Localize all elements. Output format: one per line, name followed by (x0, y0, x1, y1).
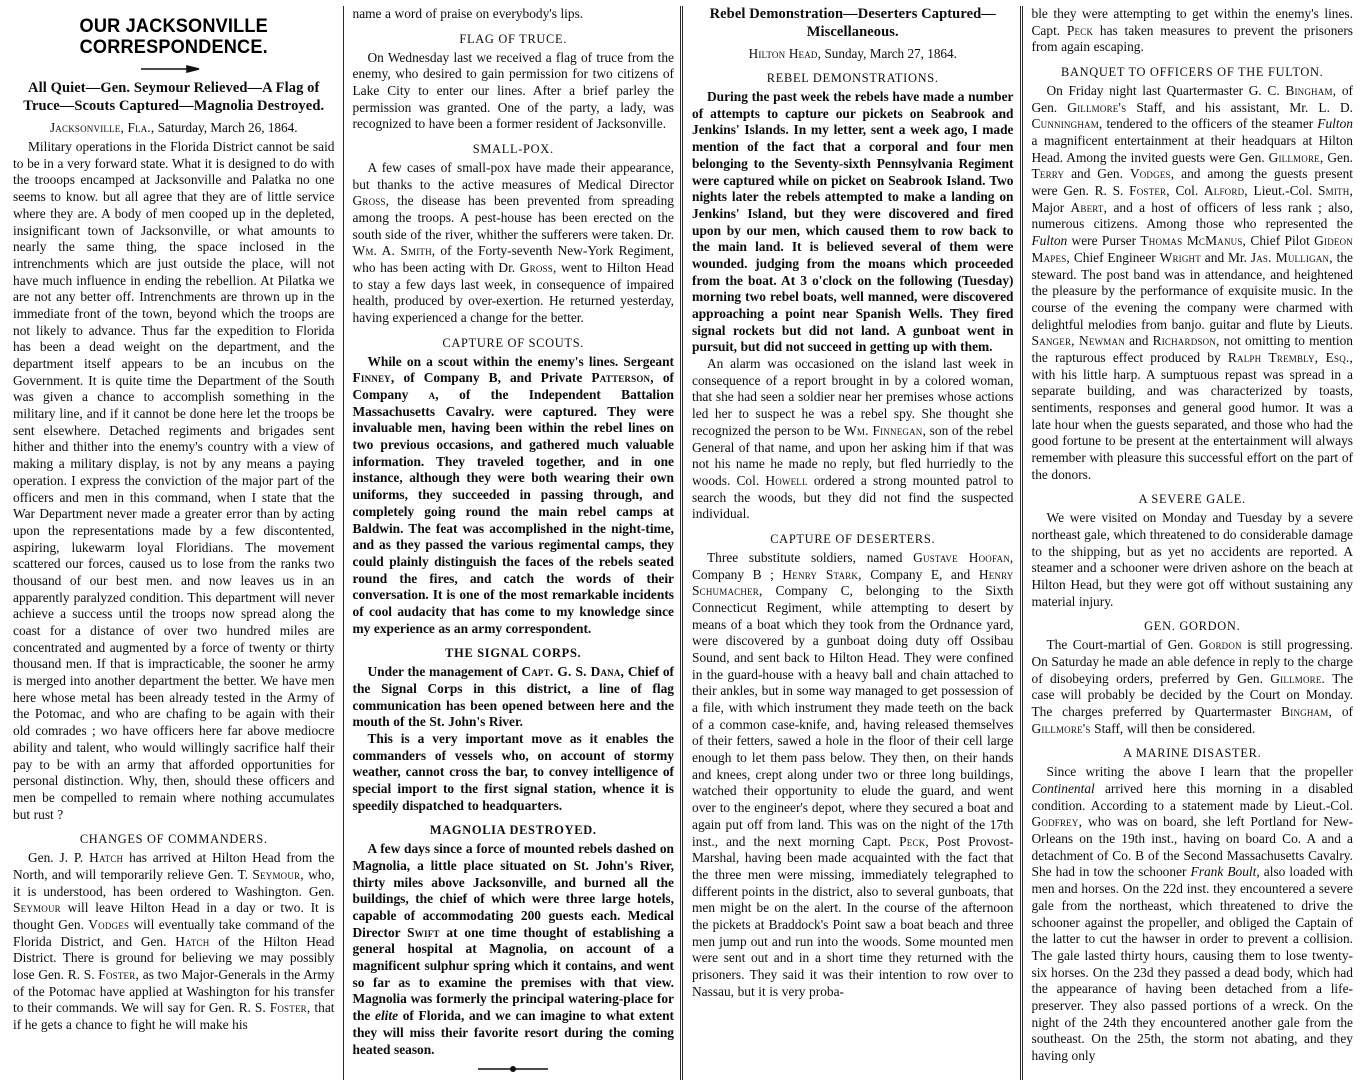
body-paragraph (353, 354, 675, 638)
body-paragraph: During the past week the rebels have made a number of attempts to capture our pickets on Seabrook and Jenkins' Islands. In my letter, sent a week ago, I made mention of the fact that a corporal and four men belonging to the Seventy-sixth Pennsylvania Regiment were captured while on picket on Seabrook Island. Two nights later the rebels attempted to make a landing on Jenkins' Island, but they were discovered and fired upon by our men, which caused them to row back to the main land. It is believed several of them were wounded. judging from the moans which proceeded from the boat. At 3 o'clock on the following (Tuesday) morning two rebel boats, well manned, were discovered approaching a point near Spanish Wells. They fired signal rockets but did not land. A gunboat went in pursuit, but did not succeed in getting up with them. (692, 89, 1014, 355)
body-paragraph (1032, 764, 1354, 1064)
section-head-small-pox: SMALL-POX. (472, 142, 554, 156)
dateline (692, 46, 1014, 62)
body-paragraph (692, 550, 1014, 1001)
page-title: OUR JACKSONVILLE CORRESPONDENCE. (79, 15, 268, 59)
body-paragraph (353, 160, 675, 327)
text-run: Company C, belonging to the Sixth Connecticut Regiment, while attempting to desert by means of a boat which they took from the Ordnance yard, were discovered by a gunboat doing duty off Ossibau Sound, and sent back to Hilton Head. They were confined in the guard-house with a heavy ball and chain attached to their ankles, but in some way managed to get possession of a file, with which instrument they made teeth on the back of a common case-knife, and, having released themselves of their fetters, sawed a hole in the floor of their cell large enough to let them pass below. They then, on their hands and knees, crept along under two or three long buildings, watched their opportunity to elude the guard, and went over to the engineer's depot, where they secured a boat and again put off from land. This was on the night of the 17th inst., and the next morning Capt. (692, 583, 1014, 849)
newspaper-column-4 (1023, 6, 1363, 1080)
body-paragraph (692, 356, 1014, 523)
body-paragraph: On Wednesday last we received a flag of truce from the enemy, who desired to gain permission for two citizens of Lake City to enter our lines. After a brief parley the permission was granted. One of the party, a lady, was recognized to have been a former resident of Jacksonville. (352, 49, 674, 132)
dateline-place: Jacksonville, Fla., (49, 120, 155, 136)
text-run: Company E, and (861, 566, 979, 582)
text-run: as two Major-Generals in the Army of the Potomac have applied at Washington for his transfer to their commands. We will say for Gen. R. S. (13, 966, 335, 1016)
text-run: of the Forty-seventh New-York Regiment, who has been acting with Dr. (352, 243, 675, 275)
person-name: Gross, (352, 193, 390, 209)
person-name: Godfrey, (1031, 814, 1083, 830)
text-run: has taken measures to prevent the prisoners from again escaping. (1031, 22, 1354, 55)
section-head-rebel-demonstrations: REBEL DEMONSTRATIONS. (766, 71, 939, 86)
section-head-signal-corps: THE SIGNAL CORPS. (445, 646, 582, 661)
text-run: Staff, and his assistant, Mr. L. D. (1126, 99, 1353, 115)
body-paragraph (353, 664, 675, 731)
text-run: son of the rebel General of that name, and upon her asking him if that was not his name he made no reply, but fled hurriedly to the woods. Col. (692, 422, 1014, 488)
text-run: the steward. The post band was in attendance, and heightened the pleasure by the performance of exquisite music. In the course of the evening the company were charmed with delightful melodies from banjo. guitar and flute by Lieuts. (1031, 249, 1353, 332)
section-head-flag-of-truce: FLAG OF TRUCE. (459, 31, 568, 46)
article-subhead: All Quiet—Gen. Seymour Relieved—A Flag of Truce—Scouts Captured—Magnolia Destroyed. (23, 79, 325, 114)
person-name: Henry Schumacher, (692, 566, 1014, 599)
person-name: Howell (765, 472, 808, 488)
text-run: Lieut.-Col. (1247, 183, 1318, 199)
text-run: The case will probably be decided by the Court on Monday. The charges preferred by Quartermaster (1031, 670, 1354, 720)
text-run: ordered a strong mounted patrol to search the woods, but they did not find the suspected individual. (692, 472, 1014, 522)
text-run: ble they were attempting to get within the enemy's lines. Capt. (1031, 6, 1353, 38)
text-run: with his little harp. A sumptuous repast was spread in a separate building, and was characterized by toasts, sentiments, responses and general good humor. It was a late hour when the guests separated, and those who had the good fortune to be present at the entertainment will always remember with pleasure this successful effort on the part of the donors. (1031, 366, 1353, 482)
person-name: Ralph Trembly, Esq., (1227, 349, 1353, 365)
text-run: Chief of the Signal Corps in this district, a line of flag communication has been opened between here and the mouth of the St. John's River. (352, 664, 675, 730)
person-name: Bingham, (1285, 82, 1337, 98)
person-name: Swift (407, 924, 440, 940)
person-name: Foster, (98, 966, 139, 982)
text-run: of Florida, and we can imagine to what extent they will miss their favorite resort during the coming heated season. (352, 1008, 674, 1057)
person-name: Thomas McManus, (1140, 233, 1247, 249)
text-run: of Company B, and Private (394, 370, 592, 386)
text-run: and Mr. (1200, 249, 1251, 265)
company-letter: a, (428, 387, 439, 402)
person-name: Gideon Mapes, (1031, 233, 1354, 265)
text-run: An alarm was occasioned on the island last week in consequence of a report brought in by a colored woman, that she had seen a soldier near her premises whose actions led her to suspect he was a rebel spy. She thought she recognized the person to be (692, 356, 1014, 438)
text-run: that if he gets a chance to fight he will make his (13, 1000, 335, 1033)
person-name: Peck (1066, 22, 1094, 38)
text-run: Three substitute soldiers, named (707, 549, 914, 565)
section-head-capture-of-deserters: CAPTURE OF DESERTERS. (770, 531, 936, 546)
text-run: tendered to the officers of the steamer (1102, 116, 1318, 132)
text-run: who, it is understood, has been ordered to Washington. Gen. (13, 866, 335, 899)
text-run: On Friday night last Quartermaster G. C. (1046, 82, 1286, 98)
person-name: Cunningham, (1031, 116, 1103, 132)
text-run: Major (1031, 199, 1071, 215)
text-run: will leave Hilton Head in a day or two. It is thought Gen. (13, 900, 335, 932)
text-run: arrived here this morning in a disabled condition. According to a statement made by Lieut.-Col. (1031, 781, 1353, 813)
section-head-banquet-to-officers-of-the-fulton: BANQUET TO OFFICERS OF THE FULTON. (1061, 65, 1324, 80)
dateline-date: Sunday, March 27, 1864. (821, 46, 957, 62)
text-run: and (1124, 333, 1153, 349)
text-run: the disease has been prevented from spreading among the troops. A pest-house has been erected on the south side of the river, whither the sufferers were taken. Dr. (352, 193, 674, 242)
column-divider (680, 6, 681, 1080)
text-run: A few days since a force of mounted rebels dashed on Magnolia, a little place situated on St. John's River, thirty miles above Jacksonville, and burned all the buildings, the chief of which were three large hotels, capable of accommodating 200 guests each. Medical Director (352, 841, 674, 940)
text-run: Gen. J. P. (28, 850, 90, 866)
ship-name: Frank Boult, (1190, 864, 1260, 880)
section-head-magnolia-destroyed: MAGNOLIA DESTROYED. (429, 823, 597, 838)
person-name: Smith, (1318, 183, 1353, 199)
person-name: Gillmore, (1268, 149, 1324, 165)
dateline-place: Hilton Head, (748, 46, 822, 62)
body-paragraph (1032, 6, 1354, 56)
text-run: a magnificent entertainment at their headquars at Hilton Head. Among the invited guests were Gen. (1031, 133, 1353, 165)
body-paragraph (1032, 637, 1354, 737)
person-name: Peck, (899, 833, 929, 849)
ship-name: Continental (1031, 781, 1095, 796)
person-name: Vodges (88, 916, 130, 932)
person-name: Bingham, (1281, 704, 1333, 720)
body-paragraph: This is a very important move as it enables the commanders of vessels who, on account of stormy weather, cannot cross the bar, to convey intelligence of special import to the first signal station, whence it is speedily dispatched to headquarters. (352, 730, 674, 813)
dateline (13, 120, 335, 136)
person-name: Vodges, (1129, 166, 1175, 182)
person-name: Abert, (1070, 199, 1108, 215)
person-name: Foster, (1129, 183, 1170, 199)
text-run: went to Hilton Head to stay a few days last week, in consequence of impaired health, produced by over-exertion. He returned yesterday, having experienced a change for the better. (352, 260, 674, 326)
text-run: Staff, will then be considered. (1090, 720, 1256, 736)
dateline-date: Saturday, March 26, 1864. (154, 120, 298, 136)
text-run: A few cases of small-pox have made their appearance, but thanks to the active measures of Medical Director (352, 159, 674, 192)
person-name: Hatch (89, 850, 124, 866)
text-run: has arrived at Hilton Head from the North, and will temporarily relieve Gen. T. (13, 850, 335, 882)
person-name: Finney, (352, 370, 395, 386)
text-run: of the Independent Battalion Massachusetts Cavalry. were captured. They were invaluable men, having been within the rebel lines on two previous occasions, and gathered much valuable information. They traveled together, and in one instance, although they were both wearing their own uniforms, they succeeded in passing through, and completely going round the main rebel camps at Baldwin. The feat was accomplished in the night-time, and as they passed the various regimental camps, they could plainly distinguish the faces of the rebels seated round the fires, and catch the words of their conversation. It is one of the most remarkable incidents of cool audacity that has come to my knowledge since my experience as an army correspondent. (352, 387, 674, 636)
person-name: Wm. Finnegan, (844, 422, 927, 438)
body-paragraph: Military operations in the Florida District cannot be said to be in a very forward state. What it is designed to do with the trooops encamped at Jacksonville and Palatka no one seems to know. but all agree that they are of little service where they are. A body of men cooped up in the depleted, insignificant town of Jacksonville, or what amounts to nearly the same thing, the space inclosed in the intrenchments which are just outside the place, will not have much influence in ending the rebellion. At Pilatka we are not any better off. Intrenchments are thrown up in the immediate front of the town, beyond which the troops are not likely to advance. Thus far the expedition to Florida has been a dead weight on the department, and the department itself appears to be an incubus on the Government. It is quite time the Department of the South was given a chance to accomplish something in the military line, and if it cannot be done here let the troops be sent elsewhere. Detached regiments and brigades sent hither and thither into the enemy's country with a view of making a military display, is not by any means a paying operation. I express the conviction of the major part of the officers and men in this command, when I state that the War Department never made a greater error than by acting upon the representations made by a few discontented, aspiring, lukewarm loyal Floridians. The movement scattered our forces, caused us to lose from the ranks two thousand of our best men. and now leaves us in an apparently paralyzed condition. This department will never achieve a success until the troops now spread along the coast for a distance of over two hundred miles are concentrated and augmented by a force of twenty or thirty thousand men. If that is impracticable, the sooner he army is merged into another department the better. We have men here whose metal has been already tested in the Army of the Potomac, and who are chafing to be again with their old comrades ; wo have officers here far above mediocre ability and talent, who would willingly sacrifice half their pay to be with an army that afforded opportunities for personal distinction. Why, then, should these officers and men be compelled to remain where nothing accumulates but rust ? (13, 139, 335, 822)
text-run: and a host of officers of less rank ; also, numerous citizens. Among those who represented the (1031, 199, 1353, 232)
text-run: who was on board, she left Portland for New-Orleans on the 19th inst., having on board Co. A and a detachment of Co. B of the Second Massachusetts Cavalry. She had in tow the schooner (1031, 814, 1353, 880)
section-head-a-severe-gale: A SEVERE GALE. (1138, 492, 1246, 507)
person-name: Gillmore's (1067, 99, 1127, 115)
person-name: Capt. G. S. Dana, (521, 664, 625, 680)
section-head-capture-of-scouts: CAPTURE OF SCOUTS. (442, 335, 585, 350)
person-name: Wm. A. Smith, (352, 243, 436, 259)
text-run: also loaded with men and horses. On the 22d inst. they encountered a severe gale from the northeast, which threatened to drive the schooner against the propeller, and obliged the Captain of the latter to cut the hawser in order to prevent a collision. The gale lasted thirty hours, causing them to lose twenty-six horses. On the 23d they passed a dead body, which had the appearance of having been detached from a life-preserver. They also passed portions of a wreck. On the night of the 24th they encountered another gale from the southeast. On the 25th, the storm not abating, and they having only (1031, 864, 1353, 1063)
ornament-rule-icon (353, 1065, 675, 1073)
body-paragraph: name a word of praise on everybody's lips. (352, 6, 584, 21)
section-head-changes-of-commanders: CHANGES OF COMMANDERS. (79, 832, 268, 847)
body-paragraph (1032, 83, 1354, 484)
italic-term: elite (375, 1008, 399, 1024)
person-name: Gustave Hoofan, (913, 549, 1014, 565)
text-run: Post Provost-Marshal, having been made acquainted with the fact that the three men were missing, immediately telegraphed to different points in the district, also to several gunboats, that men might be on the alert. In the course of the afternoon the pickets at Braddock's Point saw a boat beach and three men jump out and run into the woods. Some mounted men were sent out and in a short time they returned with the prisoners. They said it was their intention to row over to Nassau, but it is very proba- (692, 833, 1014, 999)
newspaper-column-2 (344, 6, 684, 1080)
person-name: Wright (1159, 249, 1201, 265)
text-run: While on a scout within the enemy's lines. Sergeant (367, 353, 674, 369)
newspaper-column-3 (683, 6, 1023, 1080)
person-name: Sanger, Newman (1031, 333, 1125, 349)
person-name: Gillmore's (1031, 720, 1091, 736)
text-run: Under the management of (367, 664, 522, 680)
person-name: Gross, (519, 260, 557, 275)
text-run: of the Hilton Head District. There is ground for believing we may possibly lose Gen. R. S. (13, 933, 335, 982)
person-name: Richardson, (1152, 333, 1220, 349)
ship-name: Fulton (1317, 116, 1353, 132)
text-run: not omitting to mention the rapturous effect produced by (1031, 333, 1353, 365)
person-name: Henry Stark, (782, 566, 862, 582)
text-run: Chief Pilot (1246, 233, 1315, 249)
text-run: and among the guests present were Gen. R. S. (1031, 166, 1353, 199)
text-run: will eventually take command of the Florida District, and Gen. (13, 916, 335, 949)
person-name: Jas. Mulligan, (1250, 249, 1333, 265)
body-paragraph: We were visited on Monday and Tuesday by a severe northeast gale, which threatened to do considerable damage to the shipping, but as yet no accidents are reported. A steamer and a schooner were driven ashore on the beach at Hilton Head, but they were got off without sustaining any material injury. (1031, 510, 1353, 609)
person-name: Foster, (269, 1000, 311, 1016)
body-paragraph (353, 841, 675, 1058)
column-divider (1020, 6, 1021, 1080)
text-run: Since writing the above I learn that the propeller (1046, 764, 1353, 780)
person-name: Terry (1031, 166, 1065, 182)
person-name: Seymour, (252, 866, 304, 882)
text-run: of Company (352, 370, 674, 402)
text-run: of Gen. (1031, 82, 1353, 115)
person-name: Gillmore. (1270, 670, 1326, 686)
person-name: Seymour (13, 900, 61, 916)
text-run: The Court-martial of Gen. (1046, 637, 1199, 653)
newspaper-column-1 (4, 6, 344, 1080)
body-paragraph (13, 850, 335, 1034)
text-run: and Gen. (1064, 166, 1130, 182)
ornament-rule-icon (13, 65, 335, 73)
person-name: Gordon (1198, 637, 1242, 653)
text-run: is still progressing. On Saturday he made an able defence in reply to the charge of disobeying orders, preferred by Gen. (1031, 637, 1353, 686)
text-run: at one time thought of establishing a general hospital at Magnolia, on account of a magnificent sulphur spring which it contains, and went so far as to examine the premises with that view. Magnolia was formerly the principal watering-place for the (352, 924, 674, 1024)
text-run: Gen. (1323, 149, 1353, 165)
person-name: Alford, (1203, 183, 1248, 199)
text-run: of (1332, 704, 1353, 720)
article-subhead: Rebel Demonstration—Deserters Captured—Miscellaneous. (709, 6, 996, 40)
text-run: Col. (1169, 183, 1204, 199)
text-run: were Purser (1067, 233, 1141, 249)
text-run: Chief Engineer (1069, 249, 1160, 265)
text-run: Company B ; (692, 566, 783, 582)
person-name: Hatch (175, 933, 210, 949)
person-name: Patterson, (591, 370, 654, 386)
ship-name: Fulton (1031, 233, 1068, 249)
section-head-a-marine-disaster: A MARINE DISASTER. (1123, 746, 1262, 761)
section-head-gen-gordon: GEN. GORDON. (1144, 619, 1241, 634)
